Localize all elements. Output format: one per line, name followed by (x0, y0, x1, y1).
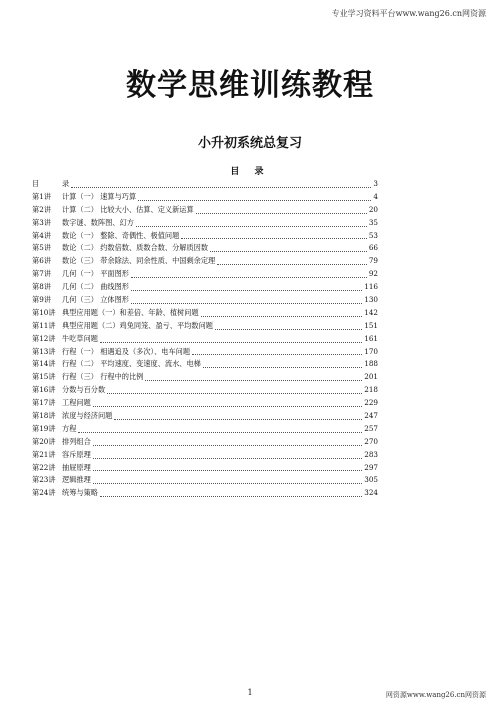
toc-entry-title: 行程（三） 行程中的比例 (62, 372, 144, 382)
toc-entry-number: 第8讲 (32, 282, 51, 292)
toc-entry[interactable] (32, 371, 378, 384)
toc-entry-title: 浓度与经济问题 (62, 411, 113, 421)
toc-dot-leader (145, 380, 362, 381)
toc-dot-leader (196, 213, 367, 214)
toc-entry-page: 35 (368, 217, 378, 227)
toc-dot-leader (138, 200, 371, 201)
toc-entry[interactable] (32, 191, 378, 204)
toc-dot-leader (215, 329, 362, 330)
toc-entry[interactable] (32, 333, 378, 346)
table-of-contents (32, 178, 378, 500)
toc-dot-leader (71, 187, 371, 188)
toc-entry[interactable] (32, 384, 378, 397)
toc-entry-number: 第13讲 (32, 346, 56, 356)
toc-entry-page: 247 (364, 411, 378, 421)
toc-entry-number: 第11讲 (32, 320, 56, 330)
toc-dot-leader (131, 303, 362, 304)
header-source-note: 专业学习资料平台www.wang26.cn网资源 (331, 9, 486, 18)
toc-entry-page: 116 (364, 282, 378, 292)
toc-dot-leader (131, 277, 367, 278)
toc-entry[interactable] (32, 294, 378, 307)
toc-dot-leader (201, 316, 363, 317)
toc-entry-number: 第5讲 (32, 243, 51, 253)
toc-entry[interactable] (32, 487, 378, 500)
footer-source-note: 网资源www.wang26.cn网资源 (385, 691, 486, 699)
toc-entry[interactable] (32, 204, 378, 217)
toc-entry-number: 第20讲 (32, 436, 56, 446)
toc-entry-title: 数论（一） 整除、奇偶性、极值问题 (62, 230, 180, 240)
toc-entry-title: 数论（三） 带余除法、同余性质、中国剩余定理 (62, 256, 216, 266)
toc-entry[interactable] (32, 358, 378, 371)
toc-entry[interactable] (32, 230, 378, 243)
toc-dot-leader (192, 354, 362, 355)
toc-entry-title: 几何（二） 曲线图形 (62, 282, 129, 292)
toc-entry-number: 第14讲 (32, 359, 56, 369)
toc-entry-number: 第23讲 (32, 475, 56, 485)
toc-entry[interactable] (32, 436, 378, 449)
toc-entry-page: 142 (364, 307, 378, 317)
toc-entry-title: 计算（二） 比较大小、估算、定义新运算 (62, 204, 194, 214)
toc-entry-number: 第7讲 (32, 269, 51, 279)
document-subtitle: 小升初系统总复习 (197, 136, 302, 151)
toc-entry-title: 牛吃草问题 (62, 333, 98, 343)
toc-entry[interactable] (32, 178, 378, 191)
toc-entry-title: 录 (62, 178, 70, 188)
toc-entry[interactable] (32, 268, 378, 281)
toc-heading: 目 录 (230, 167, 270, 177)
toc-entry-number: 第16讲 (32, 385, 56, 395)
toc-entry-title: 典型应用题（一）和差倍、年龄、植树问题 (62, 307, 199, 317)
toc-entry-title: 典型应用题（二）鸡兔同笼、盈亏、平均数问题 (62, 320, 213, 330)
toc-dot-leader (93, 406, 363, 407)
toc-entry-page: 130 (364, 295, 378, 304)
toc-entry[interactable] (32, 255, 378, 268)
toc-entry-page: 151 (364, 320, 378, 330)
toc-entry-page: 92 (368, 269, 378, 279)
toc-entry-number: 第2讲 (32, 204, 51, 214)
toc-entry-page: 257 (364, 423, 378, 433)
toc-entry-number: 第22讲 (32, 462, 56, 472)
toc-entry-page: 297 (364, 462, 378, 472)
toc-dot-leader (93, 470, 363, 471)
toc-entry-title: 排列组合 (62, 436, 91, 446)
toc-dot-leader (93, 445, 363, 446)
toc-entry-page: 305 (364, 475, 378, 485)
toc-entry-title: 抽屉原理 (62, 462, 91, 472)
toc-dot-leader (136, 226, 367, 227)
toc-entry-number: 第9讲 (32, 295, 51, 304)
toc-entry-number: 第6讲 (32, 256, 51, 266)
toc-entry-number: 目 (32, 178, 40, 188)
toc-entry-number: 第24讲 (32, 488, 56, 498)
toc-entry-page: 79 (368, 256, 378, 266)
toc-entry-number: 第15讲 (32, 372, 56, 382)
toc-entry-title: 统筹与策略 (62, 488, 98, 498)
toc-entry-page: 283 (364, 449, 378, 459)
toc-entry-title: 几何（一） 平面图形 (62, 269, 129, 279)
toc-entry[interactable] (32, 217, 378, 230)
toc-entry-page: 218 (364, 385, 378, 395)
toc-entry[interactable] (32, 410, 378, 423)
toc-entry-page: 3 (373, 178, 378, 188)
toc-dot-leader (131, 290, 362, 291)
toc-entry-title: 行程（二） 平均速度、变速度、流水、电梯 (62, 359, 201, 369)
toc-dot-leader (93, 483, 363, 484)
toc-entry-page: 4 (373, 191, 378, 201)
toc-entry-title: 数论（二） 约数倍数、质数合数、分解质因数 (62, 243, 209, 253)
toc-entry-title: 逻辑推理 (62, 475, 91, 485)
toc-entry-page: 270 (364, 436, 378, 446)
toc-entry-number: 第17讲 (32, 398, 56, 408)
toc-entry-number: 第21讲 (32, 449, 56, 459)
toc-entry-number: 第19讲 (32, 423, 56, 433)
toc-entry-title: 容斥原理 (62, 449, 91, 459)
toc-entry[interactable] (32, 320, 378, 333)
toc-dot-leader (210, 251, 367, 252)
document-title: 数学思维训练教程 (126, 68, 374, 103)
toc-entry-page: 66 (368, 243, 378, 253)
toc-dot-leader (217, 264, 367, 265)
toc-entry-number: 第1讲 (32, 191, 51, 201)
toc-dot-leader (78, 432, 362, 433)
toc-entry[interactable] (32, 449, 378, 462)
toc-entry-number: 第10讲 (32, 307, 56, 317)
toc-entry-page: 161 (364, 333, 378, 343)
toc-entry-number: 第4讲 (32, 230, 51, 240)
toc-entry[interactable] (32, 423, 378, 436)
toc-dot-leader (100, 496, 362, 497)
toc-entry[interactable] (32, 242, 378, 255)
toc-dot-leader (107, 393, 362, 394)
toc-entry-title: 分数与百分数 (62, 385, 106, 395)
toc-dot-leader (100, 342, 362, 343)
toc-entry-number: 第18讲 (32, 411, 56, 421)
toc-dot-leader (203, 367, 362, 368)
toc-entry-title: 方程 (62, 423, 77, 433)
toc-entry[interactable] (32, 397, 378, 410)
toc-entry-page: 201 (364, 372, 378, 382)
toc-entry-title: 计算（一） 速算与巧算 (62, 191, 137, 201)
toc-entry-number: 第3讲 (32, 217, 51, 227)
toc-entry-title: 几何（三） 立体图形 (62, 295, 129, 304)
toc-entry-page: 188 (364, 359, 378, 369)
toc-dot-leader (93, 458, 363, 459)
toc-entry[interactable] (32, 462, 378, 475)
page-number: 1 (247, 688, 253, 697)
toc-entry[interactable] (32, 307, 378, 320)
toc-entry-page: 229 (364, 398, 378, 408)
toc-entry-page: 20 (368, 204, 378, 214)
toc-entry-title: 工程问题 (62, 398, 91, 408)
toc-entry-page: 324 (364, 488, 378, 498)
toc-entry-title: 行程（一） 相遇追及（多次）、电车问题 (62, 346, 191, 356)
toc-entry[interactable] (32, 474, 378, 487)
toc-entry[interactable] (32, 281, 378, 294)
toc-dot-leader (114, 419, 362, 420)
toc-entry-title: 数字谜、数阵图、幻方 (62, 217, 134, 227)
toc-entry[interactable] (32, 346, 378, 359)
toc-entry-page: 53 (368, 230, 378, 240)
toc-entry-number: 第12讲 (32, 333, 56, 343)
toc-entry-page: 170 (364, 346, 378, 356)
toc-dot-leader (181, 238, 367, 239)
